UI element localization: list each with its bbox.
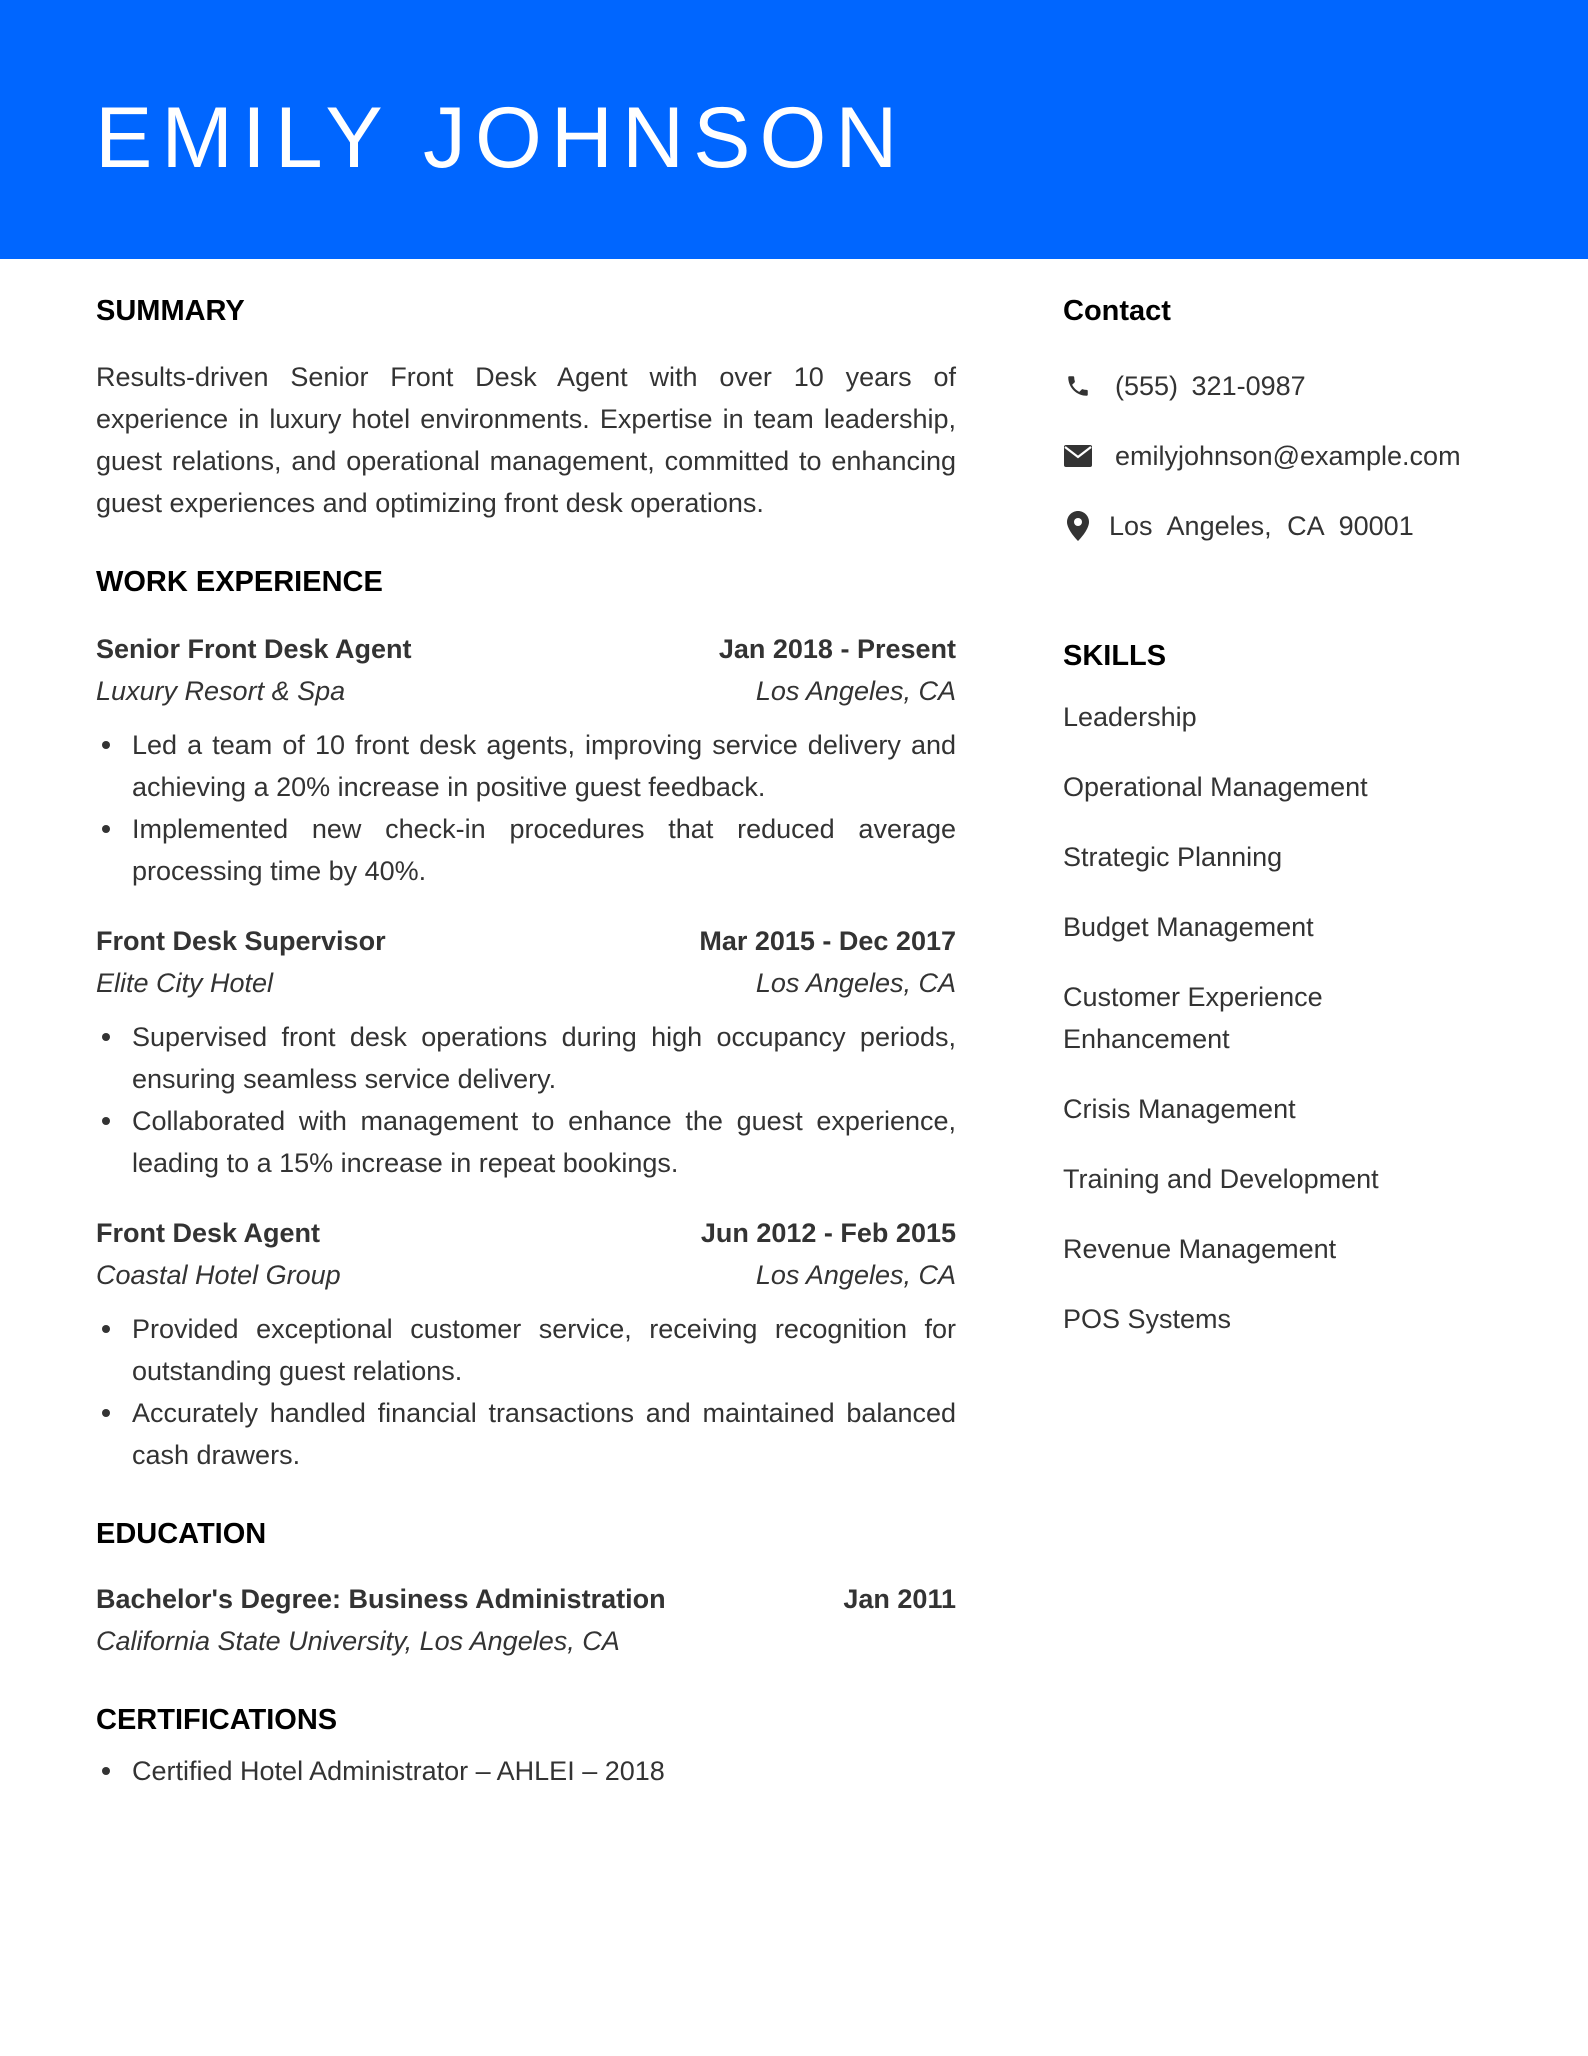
job-location: Los Angeles, CA — [755, 676, 956, 706]
work-experience-section — [96, 564, 956, 1476]
main-column — [96, 293, 956, 1792]
skill-item: POS Systems — [1063, 1304, 1232, 1334]
job-dates: Jan 2018 - Present — [718, 634, 956, 664]
skills-list — [1063, 696, 1503, 1340]
skill-item: Customer Experience Enhancement — [1063, 982, 1323, 1054]
education-entry — [96, 1578, 956, 1662]
job-company: Elite City Hotel — [96, 968, 274, 998]
job-bullet: Implemented new check-in procedures that reduced average processing time by 40%. — [96, 808, 956, 892]
bullet-dot-icon — [102, 825, 110, 833]
job-location: Los Angeles, CA — [755, 968, 956, 998]
job-entry — [96, 628, 956, 892]
job-company: Luxury Resort & Spa — [96, 676, 346, 706]
contact-phone — [1063, 366, 1503, 406]
bullet-dot-icon — [102, 1767, 110, 1775]
school-name: California State University, Los Angeles, CA — [96, 1626, 620, 1656]
work-experience-heading: WORK EXPERIENCE — [96, 566, 383, 598]
job-dates: Mar 2015 - Dec 2017 — [699, 926, 956, 956]
summary-section — [96, 293, 956, 524]
job-bullet: Accurately handled financial transactions and maintained balanced cash drawers. — [96, 1392, 956, 1476]
education-section — [96, 1516, 956, 1662]
job-bullet: Led a team of 10 front desk agents, improving service delivery and achieving a 20% increase in positive guest feedback. — [96, 724, 956, 808]
job-dates: Jun 2012 - Feb 2015 — [700, 1218, 956, 1248]
skill-item: Revenue Management — [1063, 1234, 1337, 1264]
location-text: Los Angeles, CA 90001 — [1109, 510, 1414, 541]
envelope-icon — [1063, 441, 1093, 471]
skill-item: Crisis Management — [1063, 1094, 1296, 1124]
bullet-dot-icon — [102, 741, 110, 749]
job-bullet: Collaborated with management to enhance the guest experience, leading to a 15% increase in repeat bookings. — [96, 1100, 956, 1184]
phone-icon — [1063, 371, 1093, 401]
skill-item: Strategic Planning — [1063, 842, 1283, 872]
contact-location — [1063, 506, 1503, 546]
job-bullet: Supervised front desk operations during high occupancy periods, ensuring seamless service delivery. — [96, 1016, 956, 1100]
contact-email — [1063, 436, 1503, 476]
job-location: Los Angeles, CA — [755, 1260, 956, 1290]
email-address: emilyjohnson@example.com — [1115, 440, 1461, 471]
skill-item: Operational Management — [1063, 772, 1368, 802]
degree-date: Jan 2011 — [843, 1584, 956, 1614]
candidate-name: EMILY JOHNSON — [95, 90, 907, 186]
map-marker-icon — [1063, 511, 1093, 541]
bullet-dot-icon — [102, 1325, 110, 1333]
sidebar-column — [1063, 293, 1503, 1368]
phone-number: (555) 321-0987 — [1115, 370, 1306, 401]
header-banner — [0, 0, 1588, 259]
job-title: Front Desk Agent — [96, 1218, 321, 1248]
job-bullets — [96, 1308, 956, 1476]
bullet-dot-icon — [102, 1409, 110, 1417]
contact-section — [1063, 293, 1503, 546]
skill-item: Leadership — [1063, 702, 1197, 732]
job-company: Coastal Hotel Group — [96, 1260, 341, 1290]
job-title: Front Desk Supervisor — [96, 926, 386, 956]
certifications-section — [96, 1702, 956, 1792]
skill-item: Training and Development — [1063, 1164, 1379, 1194]
job-bullet: Provided exceptional customer service, receiving recognition for outstanding guest relations. — [96, 1308, 956, 1392]
education-heading: EDUCATION — [96, 1518, 267, 1550]
job-entry — [96, 1212, 956, 1476]
job-bullets — [96, 1016, 956, 1184]
certification-item: Certified Hotel Administrator – AHLEI – 2018 — [96, 1750, 956, 1792]
bullet-dot-icon — [102, 1117, 110, 1125]
contact-heading: Contact — [1063, 295, 1171, 327]
job-title: Senior Front Desk Agent — [96, 634, 412, 664]
degree-title: Bachelor's Degree: Business Administration — [96, 1584, 666, 1614]
certifications-heading: CERTIFICATIONS — [96, 1704, 338, 1736]
bullet-dot-icon — [102, 1033, 110, 1041]
skills-section — [1063, 638, 1503, 1340]
skills-heading: SKILLS — [1063, 640, 1167, 672]
skill-item: Budget Management — [1063, 912, 1314, 942]
job-entry — [96, 920, 956, 1184]
summary-text: Results-driven Senior Front Desk Agent with over 10 years of experience in luxury hotel environments. Expertise in team leadership, guest relations, and operational management, committed to enhancing guest experiences and optimizing front desk operations. — [96, 362, 956, 518]
certifications-list — [96, 1750, 956, 1792]
summary-heading: SUMMARY — [96, 295, 245, 327]
job-bullets — [96, 724, 956, 892]
